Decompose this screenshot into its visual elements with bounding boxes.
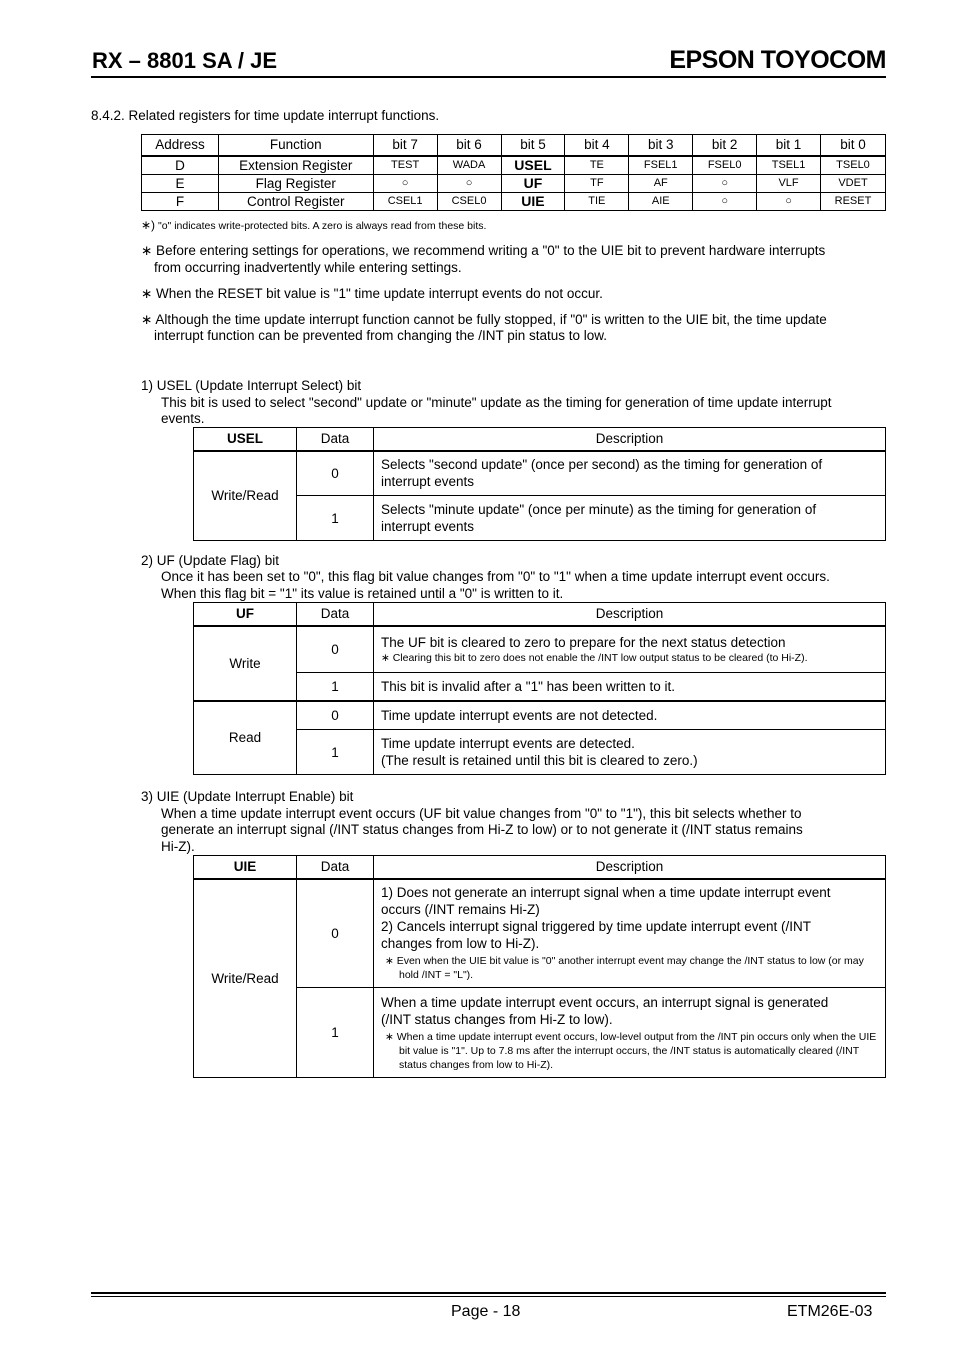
col-bit5: bit 5	[501, 135, 565, 156]
uie-desc-1-line2: (/INT status changes from Hi-Z to low).	[381, 1011, 613, 1027]
uie-data-0: 0	[297, 879, 374, 988]
uf-write-0: 0	[297, 626, 374, 673]
usel-intro: This bit is used to select "second" update or "minute" update as the timing for generation of time update interrupt	[161, 395, 832, 410]
usel-col-desc: Description	[374, 428, 886, 451]
bullet-1-cont: from occurring inadvertently while entering settings.	[154, 260, 462, 275]
uf-read-0: 0	[297, 701, 374, 730]
table-note	[141, 218, 486, 233]
address-cell: F	[142, 192, 219, 210]
uie-col-data: Data	[297, 856, 374, 879]
bit-cell: ○	[437, 174, 501, 192]
col-bit4: bit 4	[565, 135, 629, 156]
register-row	[142, 156, 886, 175]
uf-col-name: UF	[194, 603, 297, 626]
bullet-1: ∗ Before entering settings for operations, we recommend writing a "0" to the UIE bit to prevent hardware interrupts	[141, 243, 826, 258]
bit-cell: WADA	[437, 156, 501, 175]
bit-cell: UF	[501, 174, 565, 192]
usel-data-0: 0	[297, 451, 374, 496]
uie-table	[193, 855, 886, 1078]
uie-desc-0	[374, 879, 886, 988]
uf-write-1-desc: This bit is invalid after a "1" has been written to it.	[374, 673, 886, 701]
bit-cell: CSEL1	[373, 192, 437, 210]
table-note-text: "o" indicates write-protected bits. A zero is always read from these bits.	[157, 220, 487, 232]
register-row	[142, 174, 886, 192]
usel-col-name: USEL	[194, 428, 297, 451]
col-bit6: bit 6	[437, 135, 501, 156]
uie-mode: Write/Read	[194, 879, 297, 1078]
usel-desc-1-line2: interrupt events	[381, 519, 475, 534]
bullet-3-cont: interrupt function can be prevented from changing the /INT pin status to low.	[154, 328, 608, 343]
usel-desc-1	[374, 496, 886, 541]
bit-cell: TEST	[373, 156, 437, 175]
bit-cell: AIE	[629, 192, 693, 210]
uie-intro-2: generate an interrupt signal (/INT status changes from Hi-Z to low) or to not generate it (/INT status remains	[161, 822, 803, 837]
uf-write-label: Write	[194, 626, 297, 701]
usel-desc-1-line1: Selects "minute update" (once per minute) as the timing for generation of	[381, 502, 817, 517]
uie-data-1: 1	[297, 988, 374, 1078]
uf-intro: Once it has been set to "0", this flag bit value changes from "0" to "1" when a time update interrupt event occurs.	[161, 569, 830, 584]
uf-read-1: 1	[297, 730, 374, 775]
uf-read-0-desc: Time update interrupt events are not detected.	[374, 701, 886, 730]
uie-col-desc: Description	[374, 856, 886, 879]
bit-cell: ○	[693, 174, 757, 192]
uf-read-label: Read	[194, 701, 297, 775]
usel-table	[193, 427, 886, 541]
brand-logo: EPSON TOYOCOM	[669, 46, 886, 74]
uie-desc-0-note: ∗ Even when the UIE bit value is "0" another interrupt event may change the /INT status to low (or may hold /INT = "L").	[385, 955, 864, 982]
bit-cell: USEL	[501, 156, 565, 175]
uf-read-1-line2: (The result is retained until this bit is cleared to zero.)	[381, 753, 698, 768]
usel-heading: 1) USEL (Update Interrupt Select) bit	[141, 378, 362, 393]
col-bit3: bit 3	[629, 135, 693, 156]
register-table	[141, 134, 886, 211]
uie-intro-3: Hi-Z).	[161, 839, 195, 854]
uie-desc-1	[374, 988, 886, 1078]
uie-desc-0-line4: changes from low to Hi-Z).	[381, 936, 540, 952]
function-cell: Control Register	[218, 192, 373, 210]
bit-cell: TSEL1	[757, 156, 821, 175]
col-function: Function	[218, 135, 373, 156]
col-address: Address	[142, 135, 219, 156]
address-cell: E	[142, 174, 219, 192]
address-cell: D	[142, 156, 219, 175]
table-note-mark: ∗)	[141, 218, 156, 232]
bit-cell: FSEL1	[629, 156, 693, 175]
usel-intro-cont: events.	[161, 411, 205, 426]
uf-write-0-text: The UF bit is cleared to zero to prepare for the next status detection	[381, 634, 786, 650]
bit-cell: TF	[565, 174, 629, 192]
bit-cell: TSEL0	[821, 156, 886, 175]
bit-cell: TE	[565, 156, 629, 175]
usel-desc-0-line2: interrupt events	[381, 474, 475, 490]
header-rule	[91, 76, 886, 78]
bit-cell: ○	[757, 192, 821, 210]
uf-read-1-desc	[374, 730, 886, 775]
col-bit1: bit 1	[757, 135, 821, 156]
bit-cell: CSEL0	[437, 192, 501, 210]
uie-desc-1-note: ∗ When a time update interrupt event occurs, low-level output from the /INT pin occurs only when the UIE bit value is "1". Up to 7.8 ms after the interrupt occurs, the /INT status is automatically cleared (/INT status changes from low to Hi-Z).	[385, 1030, 877, 1071]
uf-write-0-desc	[374, 626, 886, 673]
bit-cell: VDET	[821, 174, 886, 192]
usel-col-data: Data	[297, 428, 374, 451]
uie-intro-1: When a time update interrupt event occurs (UF bit value changes from "0" to "1"), this bit selects whether to	[161, 806, 802, 821]
document-id: ETM26E-03	[787, 1303, 873, 1320]
function-cell: Flag Register	[218, 174, 373, 192]
register-row	[142, 192, 886, 210]
usel-mode: Write/Read	[194, 451, 297, 541]
uf-write-1: 1	[297, 673, 374, 701]
bit-cell: UIE	[501, 192, 565, 210]
uf-col-data: Data	[297, 603, 374, 626]
bit-cell: FSEL0	[693, 156, 757, 175]
uie-desc-0-line2: occurs (/INT remains Hi-Z)	[381, 902, 540, 918]
bit-cell: ○	[373, 174, 437, 192]
uie-col-name: UIE	[194, 856, 297, 879]
uie-desc-0-line3: 2) Cancels interrupt signal triggered by time update interrupt event (/INT	[381, 919, 811, 935]
uf-heading: 2) UF (Update Flag) bit	[141, 553, 280, 568]
col-bit0: bit 0	[821, 135, 886, 156]
page-number: Page - 18	[451, 1303, 521, 1320]
uf-intro-cont: When this flag bit = "1" its value is retained until a "0" is written to it.	[161, 586, 564, 601]
footer-rule	[91, 1292, 886, 1294]
bullet-2: ∗ When the RESET bit value is "1" time update interrupt events do not occur.	[141, 286, 603, 301]
document-title: RX – 8801 SA / JE	[92, 48, 278, 73]
usel-desc-0	[374, 451, 886, 496]
bullet-3: ∗ Although the time update interrupt function cannot be fully stopped, if "0" is written to the UIE bit, the time update	[141, 312, 827, 327]
uf-col-desc: Description	[374, 603, 886, 626]
register-header-row	[142, 135, 886, 156]
uie-desc-1-line1: When a time update interrupt event occurs, an interrupt signal is generated	[381, 994, 829, 1010]
bit-cell: RESET	[821, 192, 886, 210]
section-title: 8.4.2. Related registers for time update interrupt functions.	[91, 108, 440, 123]
bit-cell: ○	[693, 192, 757, 210]
uf-write-0-note: ∗ Clearing this bit to zero does not enable the /INT low output status to be cleared (to Hi-Z).	[381, 651, 808, 664]
usel-data-1: 1	[297, 496, 374, 541]
footer-rule-thin	[91, 1296, 886, 1297]
col-bit7: bit 7	[373, 135, 437, 156]
function-cell: Extension Register	[218, 156, 373, 175]
bit-cell: TIE	[565, 192, 629, 210]
uf-read-1-line1: Time update interrupt events are detected.	[381, 736, 635, 751]
bit-cell: VLF	[757, 174, 821, 192]
bit-cell: AF	[629, 174, 693, 192]
uf-table	[193, 602, 886, 775]
uie-heading: 3) UIE (Update Interrupt Enable) bit	[141, 789, 354, 804]
col-bit2: bit 2	[693, 135, 757, 156]
uie-desc-0-line1: 1) Does not generate an interrupt signal when a time update interrupt event	[381, 885, 831, 901]
usel-desc-0-line1: Selects "second update" (once per second) as the timing for generation of	[381, 457, 823, 473]
